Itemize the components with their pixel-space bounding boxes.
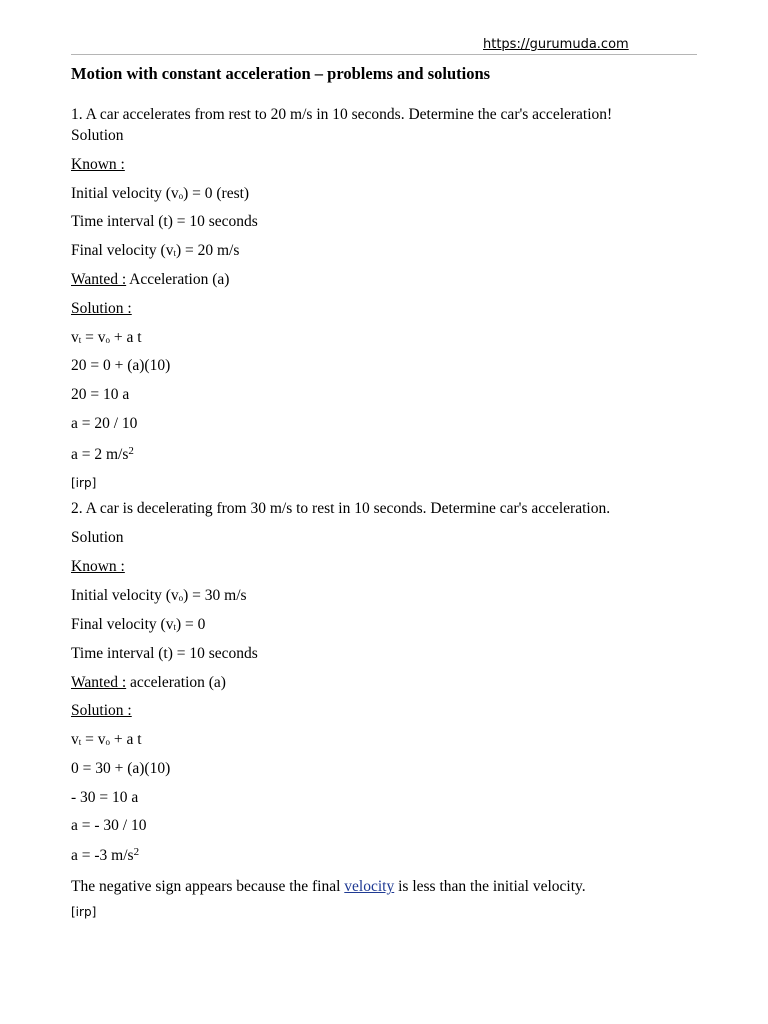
problem-1-wanted: Wanted : Acceleration (a) [71,271,230,288]
problem-2-equation-5: a = -3 $m/s^2$ [71,846,140,864]
problem-2-known-time: Time interval (t) = 10 seconds [71,645,258,662]
page-title: Motion with constant acceleration – problems and solutions [71,64,491,83]
header-rule [71,54,697,55]
problem-2-equation-3: - 30 = 10 a [71,789,139,806]
problem-2-irp: [irp] [71,905,97,919]
problem-2-known-label: Known : [71,558,125,575]
problem-2-equation-1: $v_t = v_o + a$ t [71,731,142,748]
problem-2-known-final-velocity: Final velocity $(v_t) = 0$ [71,616,206,633]
problem-1-irp: [irp] [71,476,97,490]
problem-2-known-initial-velocity: Initial velocity $(v_o) = 30$ m/s [71,587,247,604]
problem-1-known-final-velocity: Final velocity $(v_t) = 20$ m/s [71,242,240,259]
problem-1-equation-4: a = 20 / 10 [71,415,138,432]
problem-2-wanted: Wanted : acceleration (a) [71,674,226,691]
problem-2-solution-heading: Solution : [71,702,132,719]
problem-2-note: The negative sign appears because the final velocity is less than the initial velocity. [71,878,586,895]
problem-2-equation-4: a = - 30 / 10 [71,817,147,834]
problem-1-known-label: Known : [71,156,125,173]
velocity-link[interactable]: velocity [344,878,395,895]
header-url[interactable]: https://gurumuda.com [483,37,629,52]
problem-2-question: 2. A car is decelerating from 30 m/s to rest in 10 seconds. Determine car's acceleration. [71,500,611,517]
problem-1-equation-5: a = 2 $m/s^2$ [71,445,134,463]
problem-2-solution-label: Solution [71,529,124,546]
problem-1-equation-2: 20 = 0 + (a)(10) [71,357,171,374]
problem-1-known-time: Time interval (t) = 10 seconds [71,213,258,230]
problem-1-solution-label: Solution [71,127,124,144]
problem-1-solution-heading: Solution : [71,300,132,317]
problem-1-equation-1: $v_t = v_o + a$ t [71,329,142,346]
problem-1-known-initial-velocity: Initial velocity $(v_o) = 0$ (rest) [71,185,250,202]
problem-2-equation-2: 0 = 30 + (a)(10) [71,760,171,777]
problem-1-equation-3: 20 = 10 a [71,386,130,403]
problem-1-question: 1. A car accelerates from rest to 20 m/s in 10 seconds. Determine the car's acceleration! [71,106,613,123]
